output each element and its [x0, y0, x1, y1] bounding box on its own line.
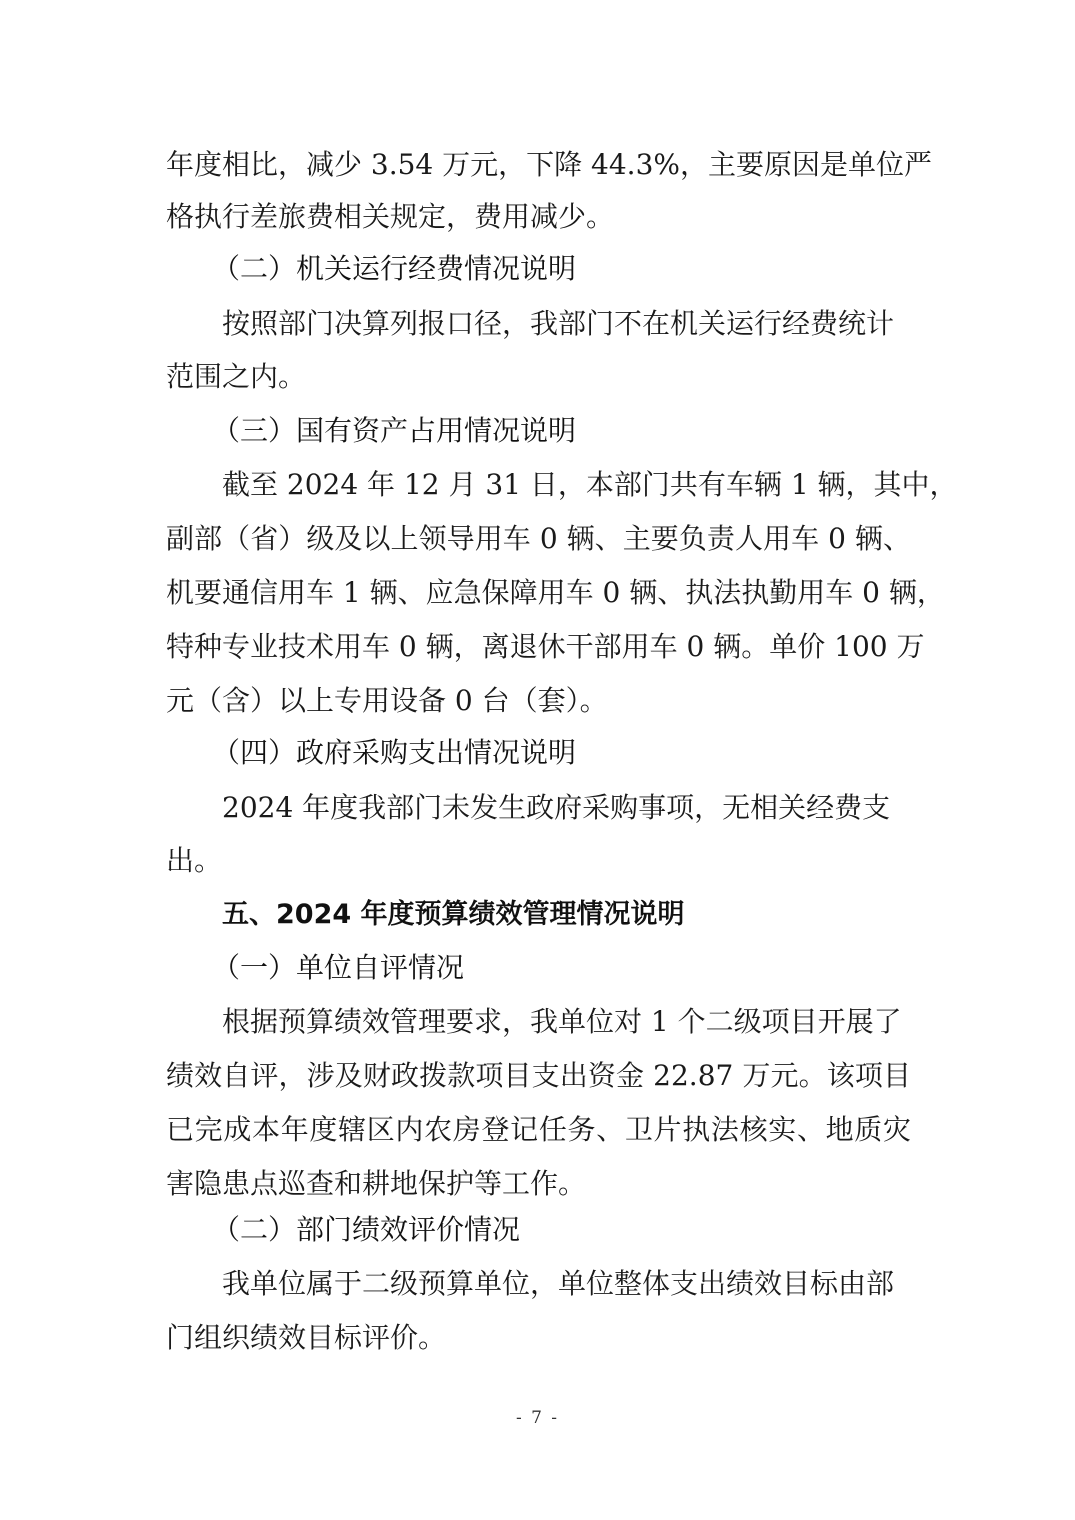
paragraph-line: 出。 — [166, 844, 223, 877]
subsection-heading: （二）部门绩效评价情况 — [212, 1213, 521, 1246]
paragraph-line: 格执行差旅费相关规定，费用减少。 — [166, 200, 615, 233]
paragraph-line: 害隐患点巡查和耕地保护等工作。 — [166, 1167, 587, 1200]
subsection-heading: （四）政府采购支出情况说明 — [212, 736, 577, 769]
paragraph-line: 年度相比，减少 3.54 万元，下降 44.3%，主要原因是单位严 — [166, 148, 932, 181]
page-number: - 7 - — [515, 1408, 560, 1428]
paragraph-line: 元（含）以上专用设备 0 台（套）。 — [166, 684, 608, 717]
paragraph-line: 范围之内。 — [166, 360, 307, 393]
subsection-heading: （二）机关运行经费情况说明 — [212, 252, 577, 285]
paragraph-line: 按照部门决算列报口径，我部门不在机关运行经费统计 — [222, 307, 895, 340]
subsection-heading: （一）单位自评情况 — [212, 951, 465, 984]
paragraph-line: 根据预算绩效管理要求，我单位对 1 个二级项目开展了 — [222, 1005, 902, 1038]
paragraph-line: 机要通信用车 1 辆、应急保障用车 0 辆、执法执勤用车 0 辆， — [166, 576, 945, 609]
paragraph-line: 2024 年度我部门未发生政府采购事项，无相关经费支 — [222, 791, 891, 824]
paragraph-line: 截至 2024 年 12 月 31 日，本部门共有车辆 1 辆，其中， — [222, 468, 958, 501]
paragraph-line: 副部（省）级及以上领导用车 0 辆、主要负责人用车 0 辆、 — [166, 522, 911, 555]
paragraph-line: 特种专业技术用车 0 辆，离退休干部用车 0 辆。单价 100 万 — [166, 630, 925, 663]
paragraph-line: 门组织绩效目标评价。 — [166, 1321, 447, 1354]
section-heading: 五、2024 年度预算绩效管理情况说明 — [222, 899, 685, 930]
paragraph-line: 绩效自评，涉及财政拨款项目支出资金 22.87 万元。该项目 — [166, 1059, 911, 1092]
subsection-heading: （三）国有资产占用情况说明 — [212, 414, 577, 447]
paragraph-line: 我单位属于二级预算单位，单位整体支出绩效目标由部 — [222, 1267, 895, 1300]
paragraph-line: 已完成本年度辖区内农房登记任务、卫片执法核实、地质灾 — [166, 1113, 911, 1146]
